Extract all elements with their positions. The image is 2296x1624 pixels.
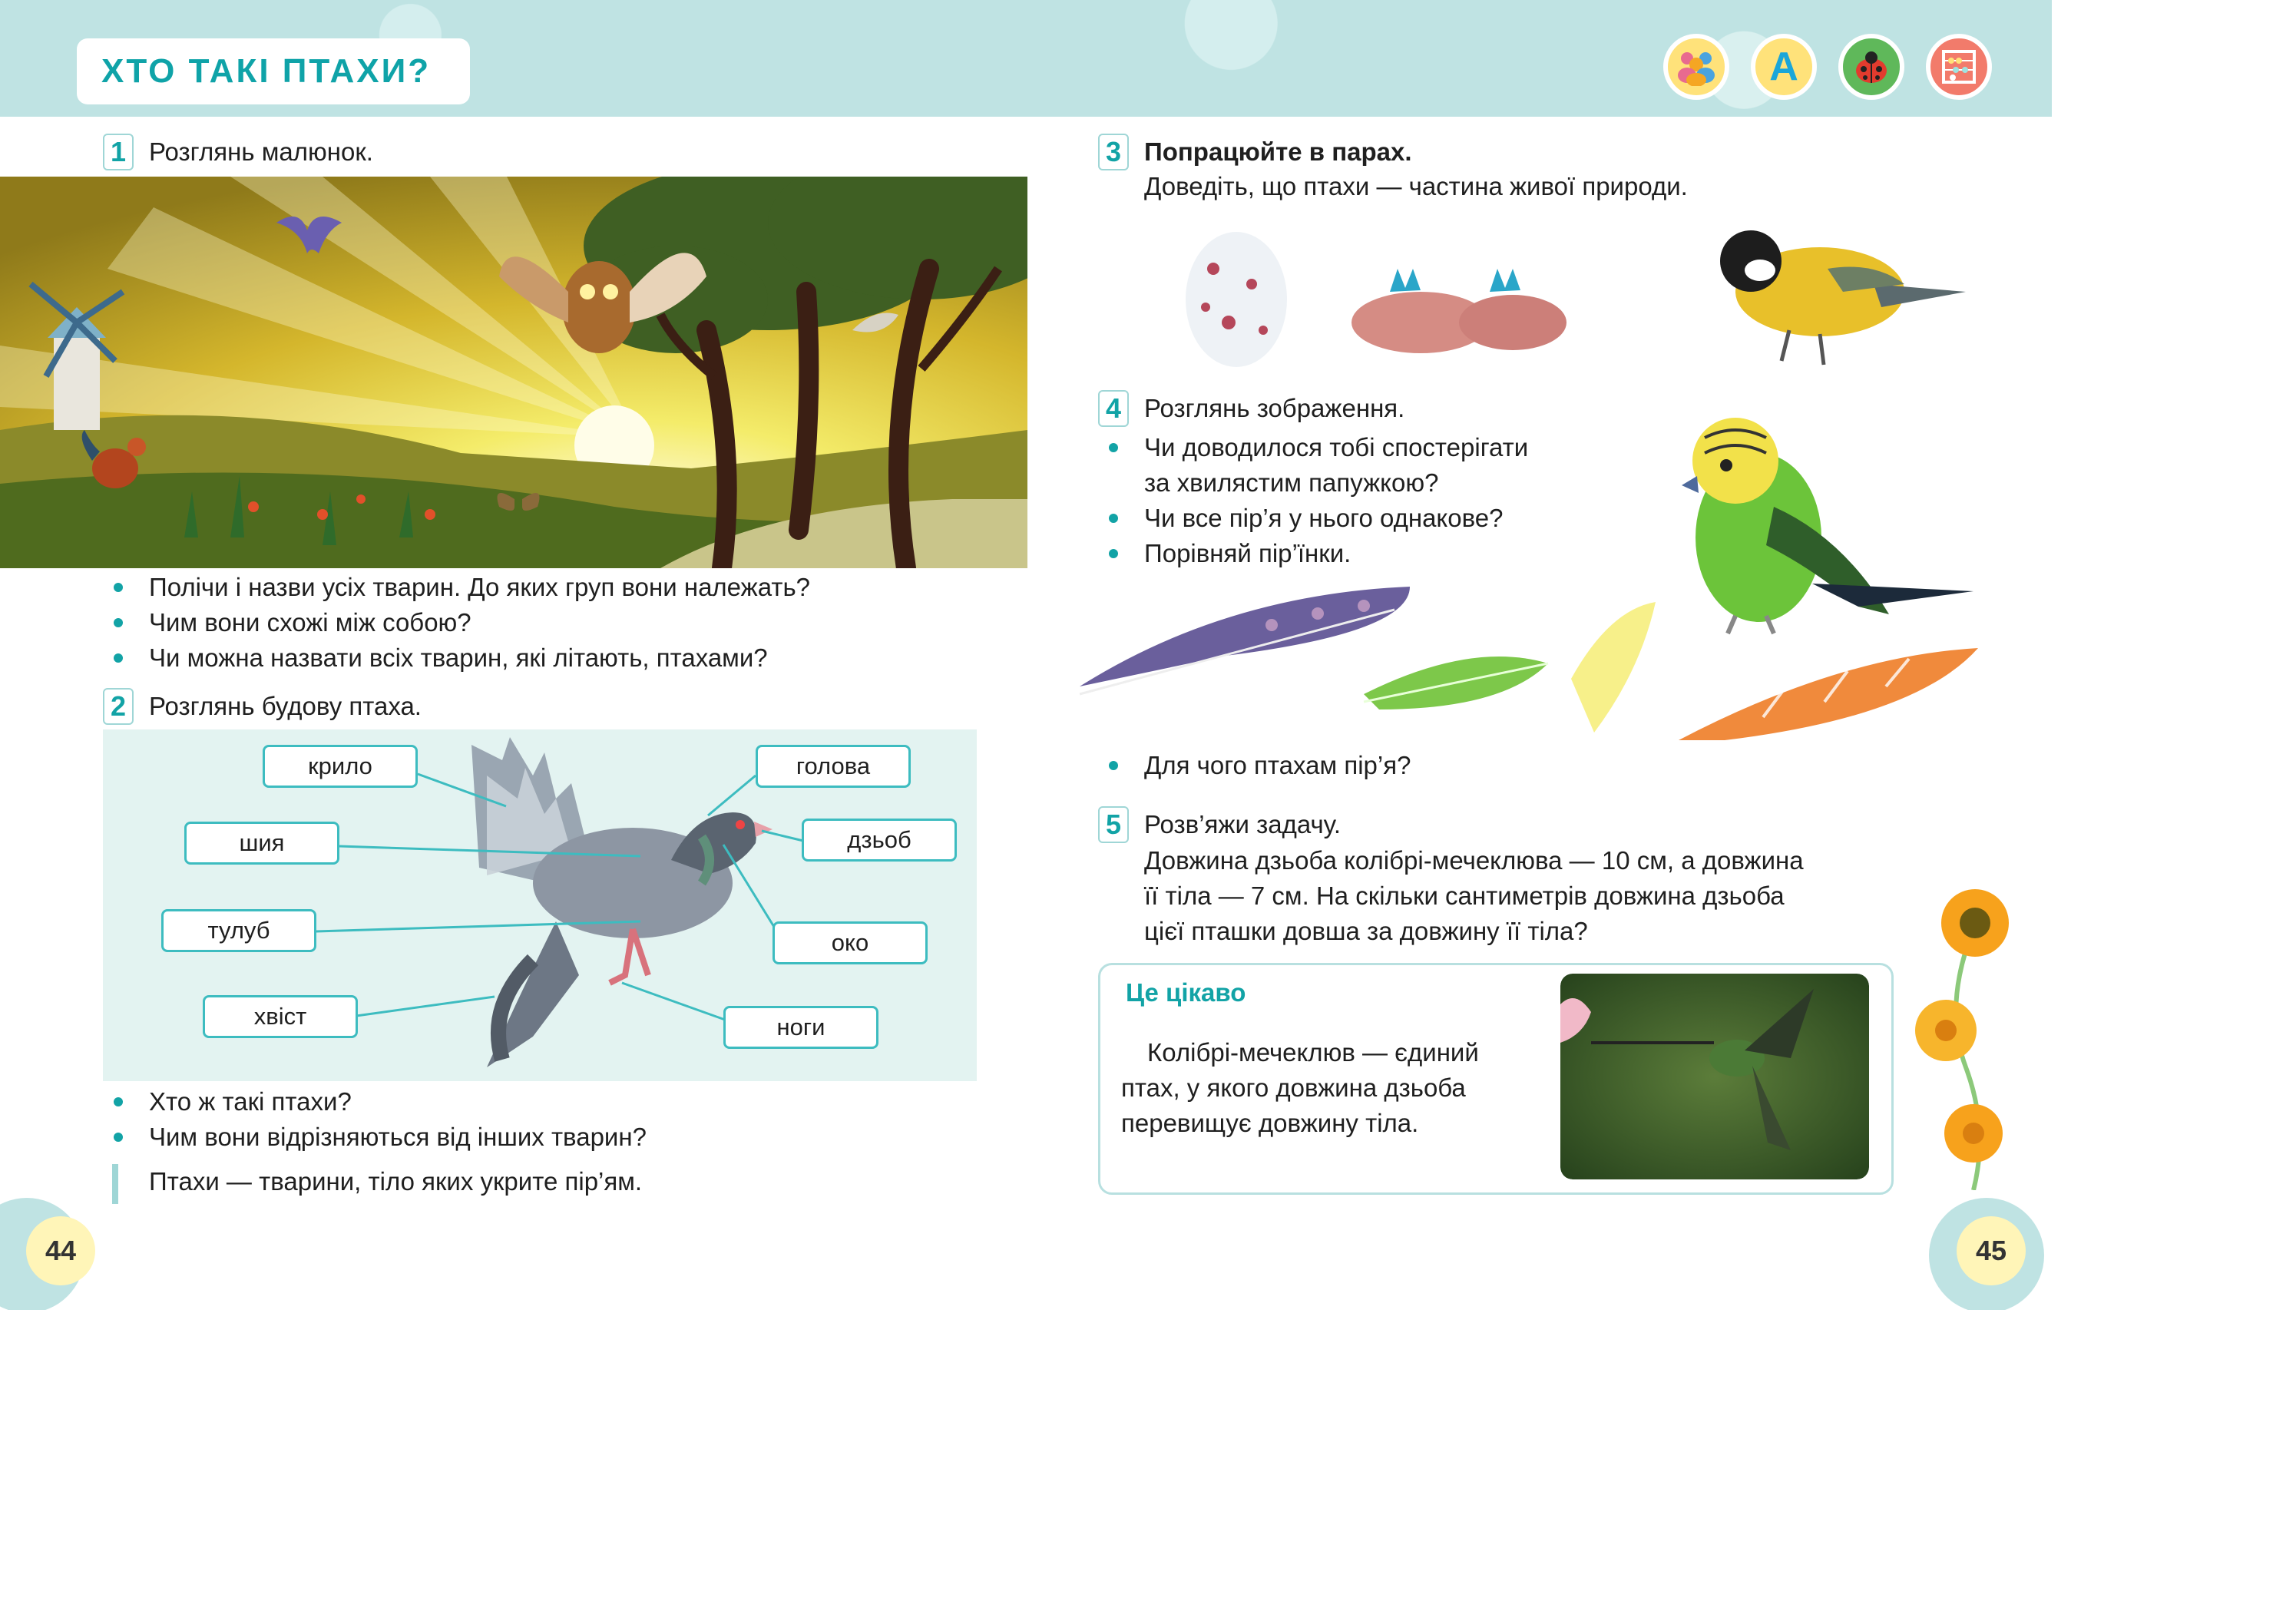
abacus-icon xyxy=(1926,34,1992,100)
label-beak: дзьоб xyxy=(802,819,957,862)
letter-a-icon: А xyxy=(1751,34,1817,100)
label-neck: шия xyxy=(184,822,339,865)
task-2-text: Розглянь будову птаха. xyxy=(149,692,422,720)
label-legs: ноги xyxy=(723,1006,878,1049)
fact-line-1: Колібрі-мечеклюв — єдиний xyxy=(1147,1038,1479,1067)
bird-life-stages-illustration xyxy=(1098,207,1981,376)
label-head: голова xyxy=(756,745,911,788)
fact-line-2: птах, у якого довжина дзьоба xyxy=(1121,1073,1466,1102)
task-4-question-1 xyxy=(1144,430,1528,501)
task-4-number: 4 xyxy=(1098,390,1129,427)
task-3-text: Доведіть, що птахи — частина живої природи. xyxy=(1144,172,1688,200)
task-4-question-2: Чи все пір’я у нього однакове? xyxy=(1144,501,1503,536)
landscape-illustration xyxy=(0,177,1027,568)
fact-line-3: перевищує довжину тіла. xyxy=(1121,1109,1419,1137)
task-5-line-2: її тіла — 7 см. На скільки сантиметрів довжина дзьоба xyxy=(1144,881,1785,910)
page-title: ХТО ТАКІ ПТАХИ? xyxy=(101,52,432,90)
label-tail: хвіст xyxy=(203,995,358,1038)
task-1-question-1: Полічи і назви усіх тварин. До яких груп вони належать? xyxy=(149,570,810,605)
page-title-box xyxy=(77,38,470,104)
task-3-number: 3 xyxy=(1098,134,1129,170)
fact-title: Це цікаво xyxy=(1126,978,1246,1007)
task-5-line-1: Довжина дзьоба колібрі-мечеклюва — 10 см, а довжина xyxy=(1144,846,1804,875)
task-4-question-3: Порівняй пір’їнки. xyxy=(1144,536,1351,571)
ladybug-icon xyxy=(1838,34,1904,100)
task-2-number: 2 xyxy=(103,688,134,725)
task-2-question-1: Хто ж такі птахи? xyxy=(149,1084,352,1120)
task-1-question-3: Чи можна назвати всіх тварин, які літають, птахами? xyxy=(149,640,768,676)
task-2-heading xyxy=(103,688,422,725)
page-number-left: 44 xyxy=(26,1216,95,1285)
label-body: тулуб xyxy=(161,909,316,952)
task-4-question-1-line-2: за хвилястим папужкою? xyxy=(1144,468,1439,497)
label-eye: око xyxy=(773,921,928,964)
label-wing: крило xyxy=(263,745,418,788)
feathers-illustration xyxy=(1072,579,1993,763)
group-work-icon xyxy=(1663,34,1729,100)
task-1-text: Розглянь малюнок. xyxy=(149,137,373,166)
task-4-question-1-line-1: Чи доводилося тобі спостерігати xyxy=(1144,433,1529,461)
task-5-heading xyxy=(1098,806,1342,843)
definition-marker xyxy=(112,1164,118,1204)
feather-question: Для чого птахам пір’я? xyxy=(1144,748,1411,783)
task-1-heading xyxy=(103,134,373,170)
bird-definition: Птахи — тварини, тіло яких укрите пір’ям. xyxy=(149,1167,643,1196)
task-4-heading xyxy=(1098,390,1405,427)
task-3-title: Попрацюйте в парах. xyxy=(1144,137,1412,166)
task-5-number: 5 xyxy=(1098,806,1129,843)
task-3-heading xyxy=(1098,134,1412,170)
hummingbird-photo xyxy=(1560,974,1869,1179)
page-number-right: 45 xyxy=(1957,1216,2026,1285)
task-2-question-2: Чим вони відрізняються від інших тварин? xyxy=(149,1120,647,1155)
task-5-title: Розв’яжи задачу. xyxy=(1144,810,1342,838)
task-5-line-3: цієї пташки довша за довжину її тіла? xyxy=(1144,917,1588,945)
task-4-text: Розглянь зображення. xyxy=(1144,394,1405,422)
flowers-decoration xyxy=(1912,883,2020,1190)
task-1-question-2: Чим вони схожі між собою? xyxy=(149,605,471,640)
task-1-number: 1 xyxy=(103,134,134,170)
